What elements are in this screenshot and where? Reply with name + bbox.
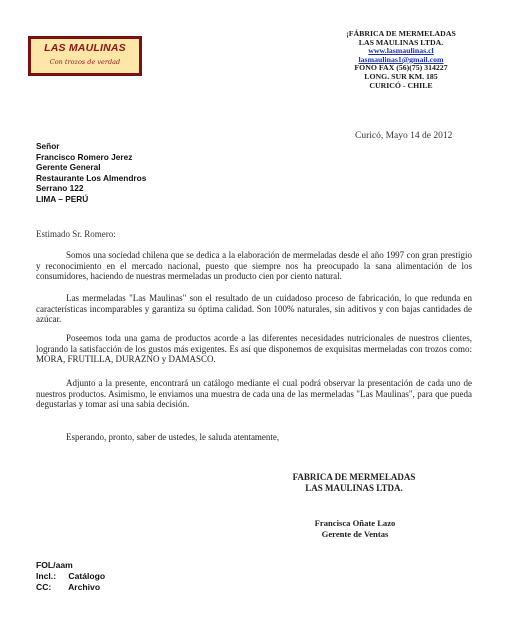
closing-paragraph [36, 432, 472, 443]
letterhead-line1: ¡FÁBRICA DE MERMELADAS [346, 29, 456, 38]
logo-name: LAS MAULINAS [44, 42, 126, 54]
recipient-block [36, 141, 146, 205]
letterhead-line2: LAS MAULINAS LTDA. [358, 37, 444, 47]
company-logo [28, 36, 142, 76]
recipient-greeting: Señor [36, 141, 60, 151]
recipient-city: LIMA – PERÚ [36, 193, 89, 204]
email-link[interactable]: lasmaulinas1@gmail.com [358, 54, 444, 64]
website-link[interactable]: www.lasmaulinas.cl [368, 46, 434, 56]
signer-name: Francisca Oñate Lazo [314, 518, 396, 528]
body-paragraph-1 [36, 250, 472, 282]
paragraph-text: Adjunto a la presente, encontrará un catálogo mediante el cual podrá observar la presentación de cada uno de nuestros productos. Asimismo, le enviamos una muestra de cada una de las mermeladas "Las Maulinas", para que pueda degustarlas y tomar así una sabia decisión. [36, 378, 472, 410]
body-paragraph-4 [36, 378, 472, 410]
recipient-company: Restaurante Los Almendros [36, 172, 147, 183]
letter-footer [36, 560, 105, 594]
letterhead-city: CURICÓ - CHILE [369, 80, 433, 90]
signer-title: Gerente de Ventas [321, 528, 389, 539]
recipient-title: Gerente General [36, 162, 101, 173]
paragraph-text: Somos una sociedad chilena que se dedica a la elaboración de mermeladas desde el año 1997 con gran prestigio y reconocimiento en el mercado nacional, puesto que siempre nos ha preocupado la sana alimentación de los consumidores, haciendo de nuestras mermeladas un producto cien por ciento natural. [36, 250, 472, 282]
body-paragraph-3 [36, 333, 472, 365]
reference-initials: FOL/aam [36, 560, 73, 570]
body-paragraph-2 [36, 293, 472, 325]
enclosure-value: Catálogo [68, 571, 106, 582]
logo-panel [31, 39, 139, 73]
paragraph-text: Las mermeladas "Las Maulinas" son el resultado de un cuidadoso proceso de fabricación, lo que redunda en características incomparables y garantiza su óptima calidad. Son 100% naturales, sin aditivos y con bajas cantidades de azúcar. [36, 293, 472, 325]
logo-tagline: Con trozos de verdad [49, 58, 121, 66]
enclosure-line [36, 571, 105, 582]
signature-company-line2: LAS MAULINAS LTDA. [305, 482, 403, 493]
salutation: Estimado Sr. Romero: [36, 229, 116, 239]
letterhead [326, 30, 476, 90]
cc-line [36, 582, 105, 593]
letterhead-phone: FONO FAX (56)(75) 314227 [354, 63, 448, 73]
cc-label: CC: [36, 582, 52, 593]
cc-value: Archivo [68, 582, 101, 593]
letter-date: Curicó, Mayo 14 de 2012 [355, 131, 453, 141]
paragraph-text: Poseemos toda una gama de productos acorde a las diferentes necesidades nutricionales de nuestros clientes, logrando la satisfacción de los gustos más exigentes. Es así que disponemos de exquisitas mermeladas con trozos como: MORA, FRUTILLA, DURAZNO y DAMASCO. [36, 333, 472, 365]
signature-company-line1: FABRICA DE MERMELADAS [292, 472, 416, 482]
recipient-name: Francisco Romero Jerez [36, 151, 133, 162]
signature-company [280, 472, 428, 493]
signer-block [300, 518, 410, 539]
recipient-street: Serrano 122 [36, 183, 84, 194]
paragraph-text: Esperando, pronto, saber de ustedes, le saluda atentamente, [66, 432, 280, 442]
letterhead-address: LONG. SUR KM. 185 [364, 71, 438, 81]
enclosure-label: Incl.: [36, 571, 57, 582]
